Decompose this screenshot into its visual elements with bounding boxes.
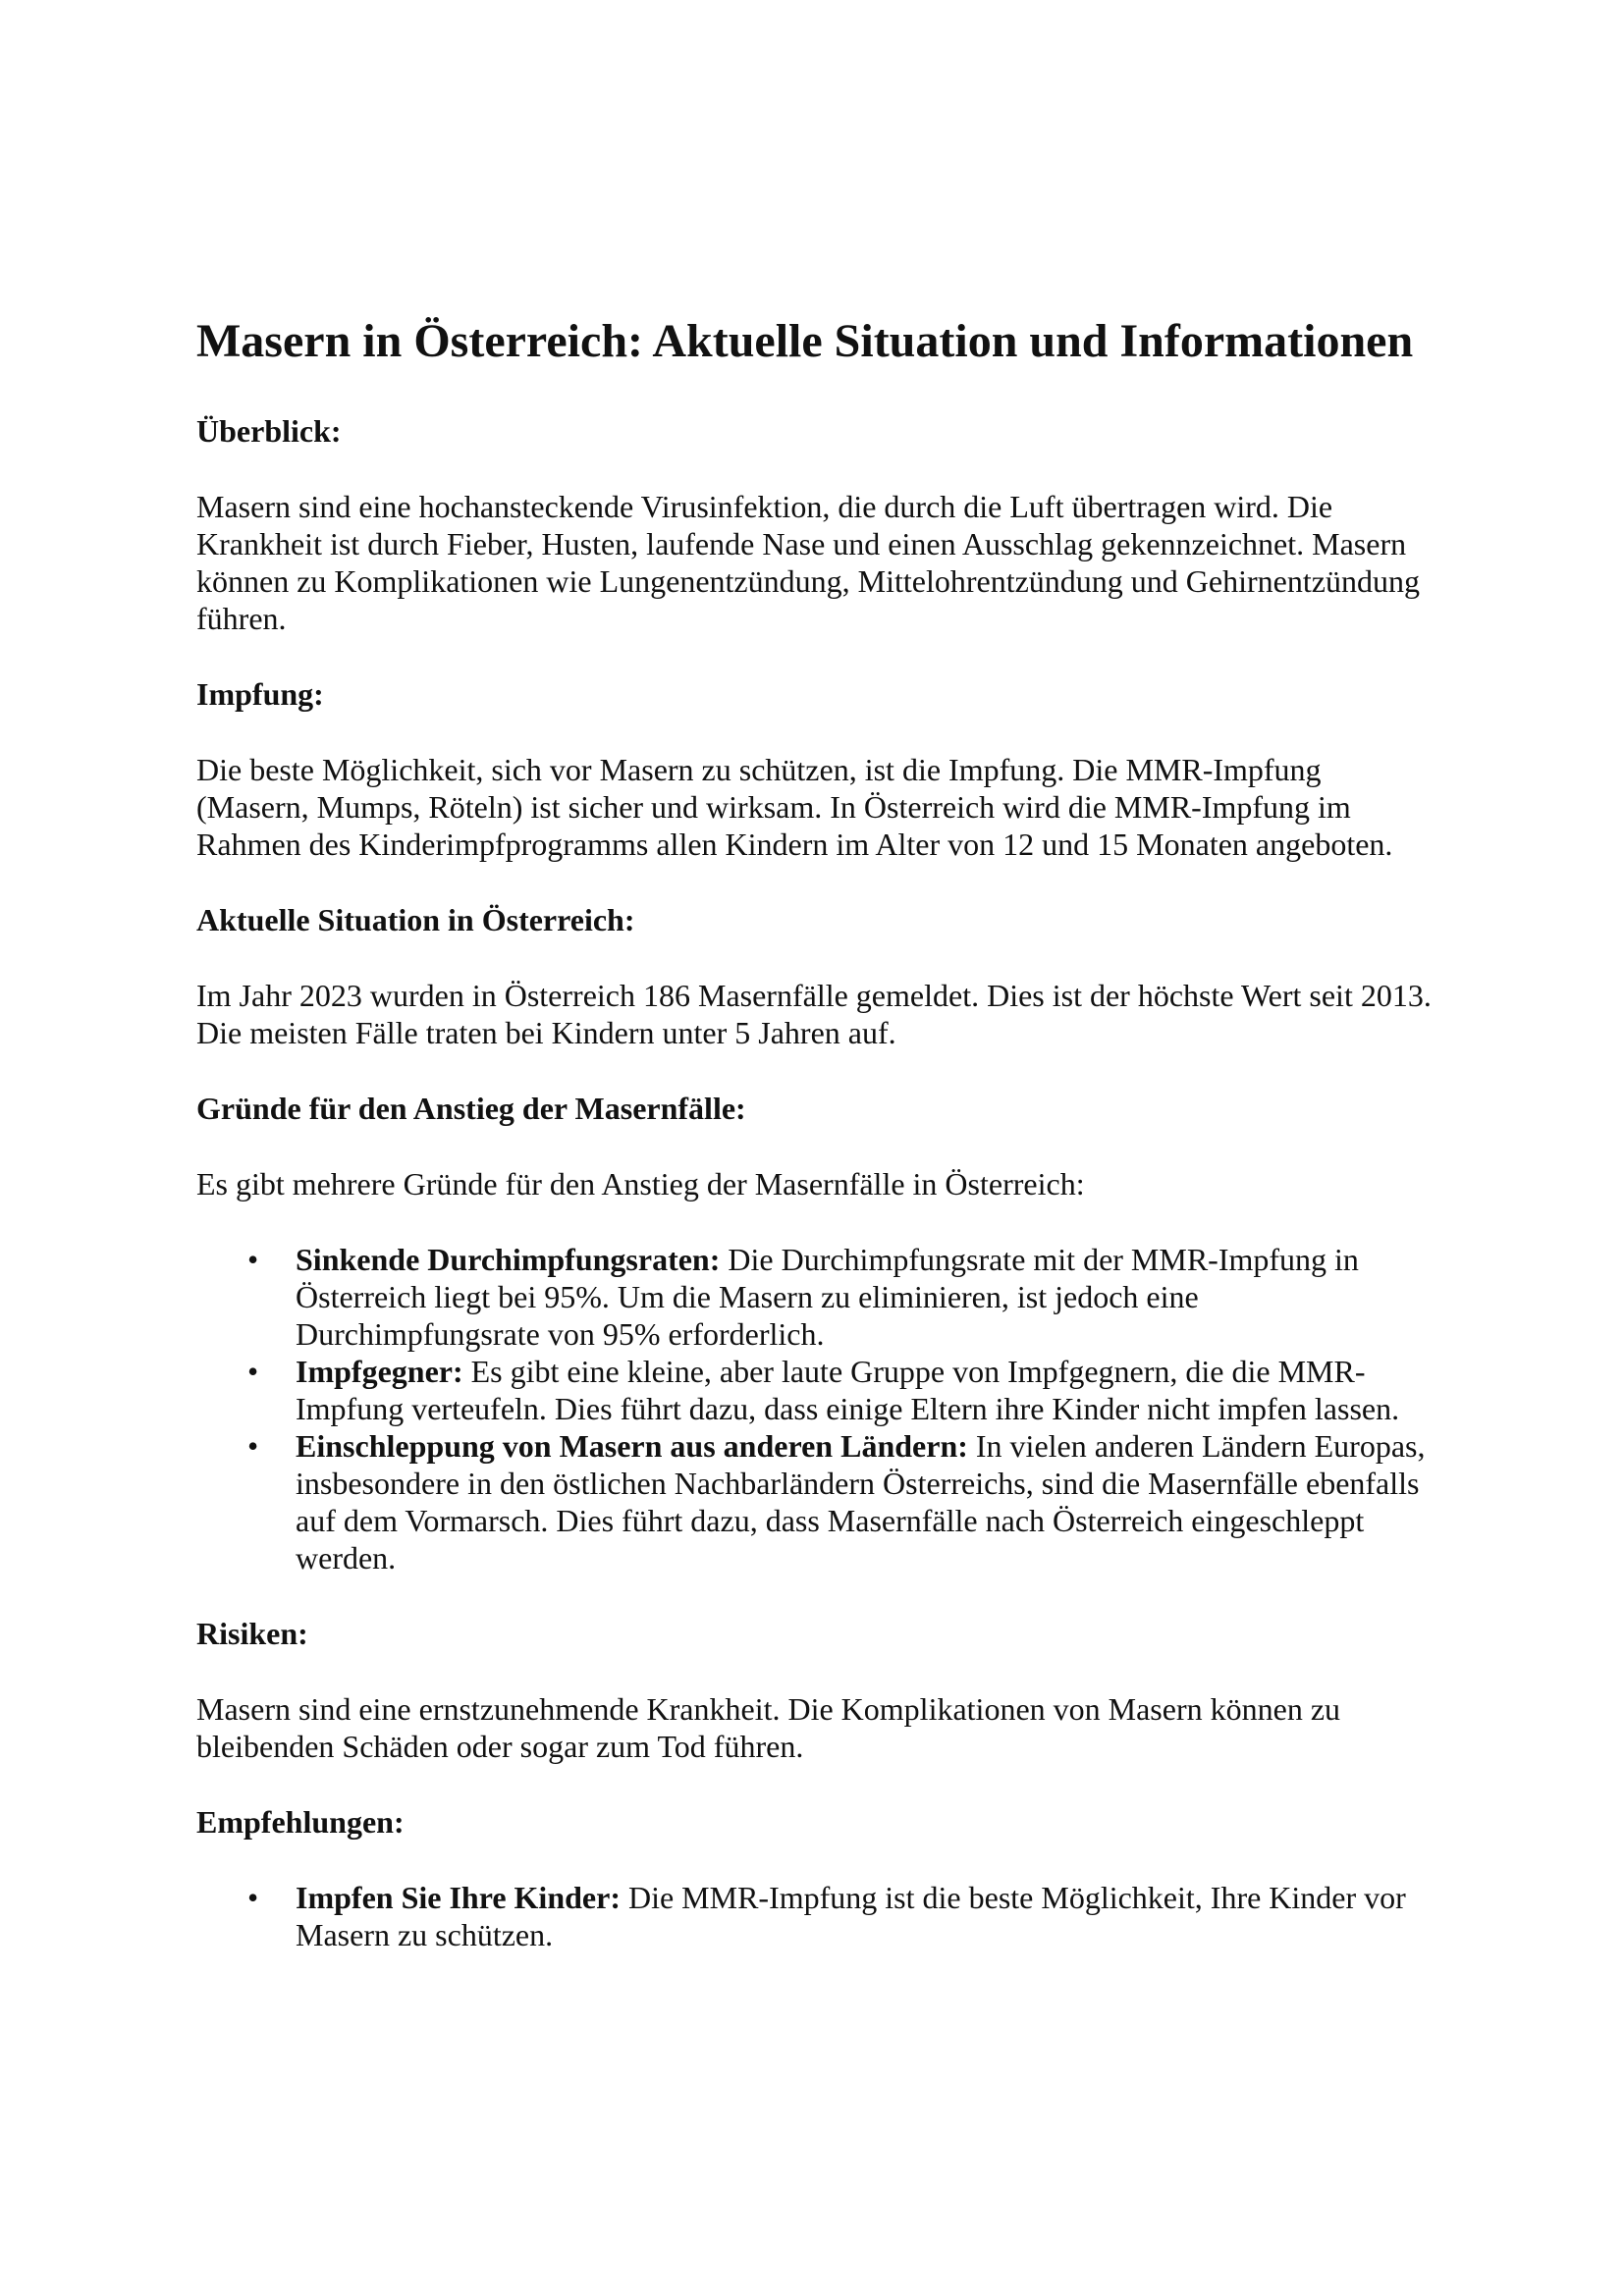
paragraph-current-situation: Im Jahr 2023 wurden in Österreich 186 Masernfälle gemeldet. Dies ist der höchste Wert seit 2013. Die meisten Fälle traten bei Kindern unter 5 Jahren auf. (196, 978, 1432, 1050)
heading-recommendations: Empfehlungen: (196, 1804, 405, 1840)
list-item-text: In vielen anderen Ländern Europas, insbesondere in den östlichen Nachbarländern Österreichs, sind die Masernfälle ebenfalls auf dem Vormarsch. Dies führt dazu, dass Masernfälle nach Österreich eingeschleppt werden. (296, 1428, 1426, 1575)
list-item (196, 1353, 1434, 1427)
bullet-icon: • (247, 1354, 259, 1389)
document-title: Masern in Österreich: Aktuelle Situation und Informationen (196, 315, 1414, 367)
bullet-icon: • (247, 1880, 259, 1915)
heading-overview: Überblick: (196, 413, 342, 449)
list-item (196, 1879, 1434, 1953)
paragraph-risks: Masern sind eine ernstzunehmende Krankheit. Die Komplikationen von Masern können zu bleibenden Schäden oder sogar zum Tod führen. (196, 1691, 1341, 1764)
list-item-label: Impfen Sie Ihre Kinder: (296, 1880, 621, 1915)
heading-risks: Risiken: (196, 1616, 308, 1651)
recommendations-list (196, 1879, 1434, 1953)
list-item (196, 1427, 1434, 1576)
paragraph-reasons-intro: Es gibt mehrere Gründe für den Anstieg der Masernfälle in Österreich: (196, 1166, 1085, 1201)
document-page (196, 312, 1434, 1992)
bullet-icon: • (247, 1428, 259, 1464)
bullet-icon: • (247, 1242, 259, 1277)
list-item-text: Die Durchimpfungsrate mit der MMR-Impfung in Österreich liegt bei 95%. Um die Masern zu eliminieren, ist jedoch eine Durchimpfungsrate von 95% erforderlich. (296, 1242, 1359, 1352)
paragraph-vaccination: Die beste Möglichkeit, sich vor Masern zu schützen, ist die Impfung. Die MMR-Impfung (Masern, Mumps, Röteln) ist sicher und wirksam. In Österreich wird die MMR-Impfung im Rahmen des Kinderimpfprogramms allen Kindern im Alter von 12 und 15 Monaten angeboten. (196, 752, 1393, 862)
list-item-label: Sinkende Durchimpfungsraten: (296, 1242, 721, 1277)
list-item-text: Es gibt eine kleine, aber laute Gruppe von Impfgegnern, die die MMR-Impfung verteufeln. Dies führt dazu, dass einige Eltern ihre Kinder nicht impfen lassen. (296, 1354, 1400, 1426)
heading-current-situation: Aktuelle Situation in Österreich: (196, 902, 635, 937)
list-item-label: Einschleppung von Masern aus anderen Ländern: (296, 1428, 968, 1464)
heading-reasons: Gründe für den Anstieg der Masernfälle: (196, 1091, 746, 1126)
paragraph-overview: Masern sind eine hochansteckende Virusinfektion, die durch die Luft übertragen wird. Die Krankheit ist durch Fieber, Husten, laufende Nase und einen Ausschlag gekennzeichnet. Masern können zu Komplikationen wie Lungenentzündung, Mittelohrentzündung und Gehirnentzündung führen. (196, 489, 1420, 636)
heading-vaccination: Impfung: (196, 676, 324, 712)
list-item-label: Impfgegner: (296, 1354, 463, 1389)
list-item-text: Die MMR-Impfung ist die beste Möglichkeit, Ihre Kinder vor Masern zu schützen. (296, 1880, 1406, 1952)
list-item (196, 1241, 1434, 1353)
reasons-list (196, 1241, 1434, 1576)
